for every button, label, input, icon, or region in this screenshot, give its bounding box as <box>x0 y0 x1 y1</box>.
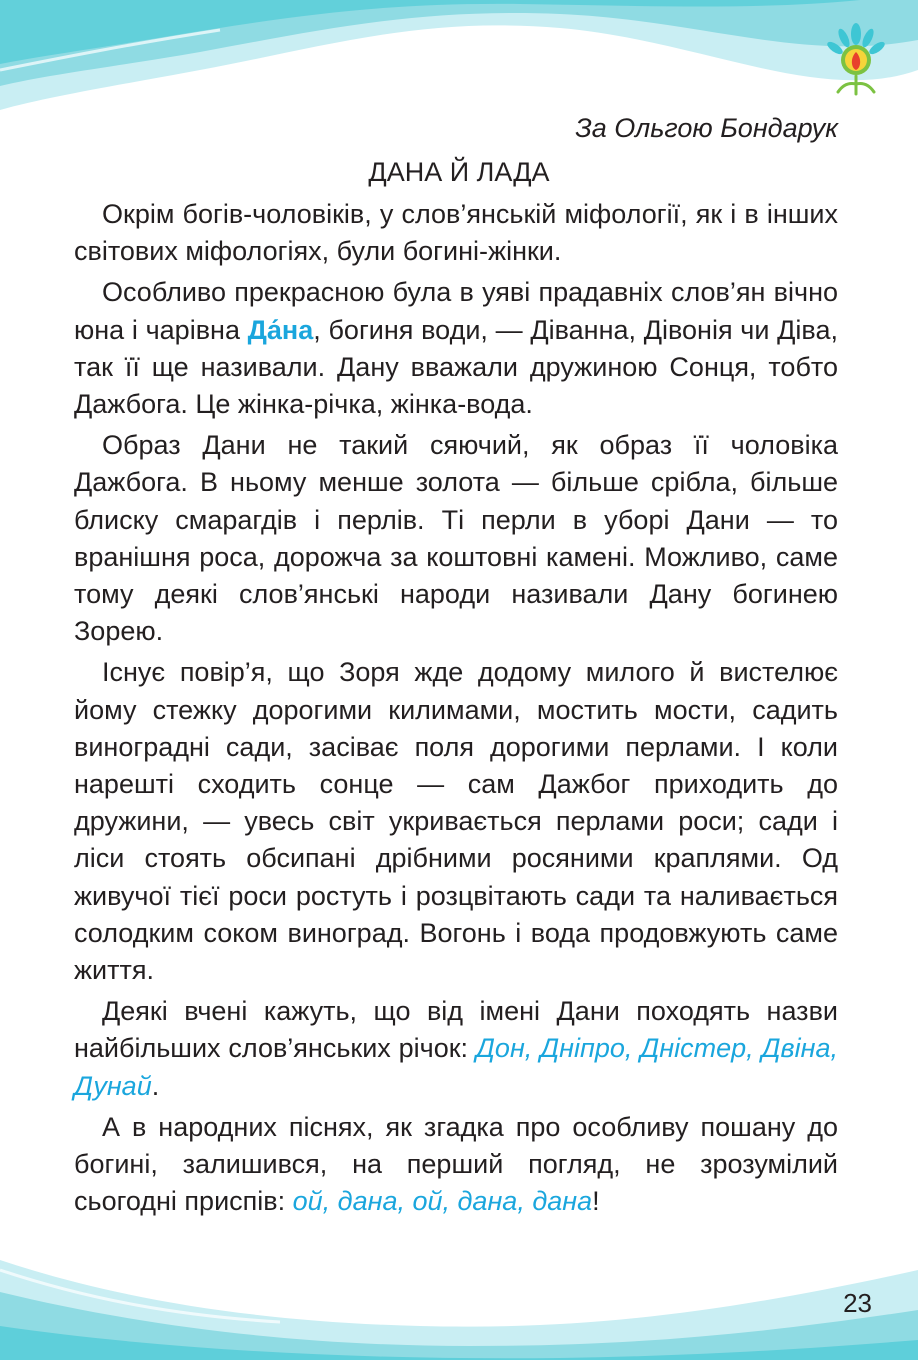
paragraph-text: Окрім богів-чоловіків, у слов’янській міфології, як і в інших світових міфологіях, були богині-жінки. <box>74 199 838 267</box>
paragraph-2 <box>74 274 838 423</box>
paragraph-text: Особливо прекрасною була в уяві прадавніх слов’ян вічно юна і чарівна <box>74 277 838 345</box>
paragraph-text: . <box>151 1070 160 1101</box>
rivers-highlight: Дон, Дніпро, Дністер, Двіна, Дунай <box>74 1033 838 1101</box>
paragraph-text: Існує повір’я, що Зоря жде додому милого й вистелює йому стежку дорогими килимами, мостить мости, садить виноградні сади, засіває поля дорогими перлами. І коли нарешті сходить сонце — сам Дажбог приходить до дружини, — увесь світ укривається перлами роси; сади і ліси стоять обсипані дрібними росяними краплями. Од живучої тієї роси ростуть і розцвітають сади та наливається солодким соком виноград. Вогонь і вода продовжують саме життя. <box>74 657 838 986</box>
paragraph-3 <box>74 427 838 650</box>
paragraph-6 <box>74 1109 838 1221</box>
paragraph-text: А в народних піснях, як згадка про особливу пошану до богині, залишився, на перший погляд, не зрозумілий сьогодні приспів: <box>74 1111 838 1217</box>
paragraph-text: Деякі вчені кажуть, що від імені Дани походять назви найбільших слов’янських річок: <box>74 996 838 1064</box>
paragraph-text: , богиня води, — Діванна, Дівонія чи Діва, так її ще називали. Дану вважали дружиною Сонця, тобто Дажбога. Це жінка-річка, жінка-вода. <box>74 314 838 420</box>
paragraph-4 <box>74 654 838 989</box>
text-title: ДАНА Й ЛАДА <box>368 157 550 187</box>
goddess-name-highlight: Да́на <box>247 314 314 345</box>
paragraph-1 <box>74 196 838 270</box>
paragraph-text: Образ Дани не такий сяючий, як образ її чоловіка Дажбога. В ньому менше золота — більше срібла, більше блиску смарагдів і перлів. Ті перли в уборі Дани — то вранішня роса, дорожча за коштовні камені. Можливо, саме тому деякі слов’янські народи називали Дану богинею Зорею. <box>74 430 838 647</box>
folk-flower-ornament-icon <box>826 22 886 98</box>
author-attribution: За Ольгою Бондарук <box>575 113 838 143</box>
refrain-highlight: ой, дана, ой, дана, дана <box>292 1186 593 1217</box>
page-number: 23 <box>843 1288 872 1318</box>
text-body <box>74 196 838 1224</box>
paragraph-text: ! <box>592 1186 600 1217</box>
paragraph-5 <box>74 993 838 1105</box>
bottom-wave-decoration <box>0 1230 918 1360</box>
